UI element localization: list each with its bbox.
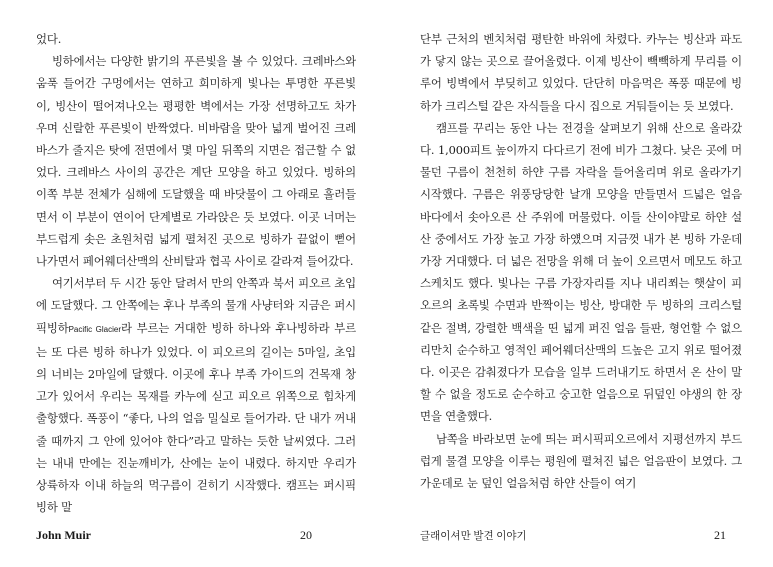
paragraph: 단부 근처의 벤치처럼 평탄한 바위에 차렸다. 카누는 빙산과 파도가 닿지 않는 곳으로 끌어올렸다. 이제 빙산이 빽빽하게 무리를 이루어 빙벽에서 부딪히고 있었다. 단단히 마음먹은 폭풍 때문에 빙하가 크리스털 같은 자식들을 다시 집으로 거둬들이는 듯 보였다. xyxy=(420,32,742,113)
paragraph xyxy=(36,272,356,518)
left-page-body xyxy=(36,28,356,518)
paragraph-text: 라 부르는 거대한 빙하 하나와 후나빙하라 부르는 또 다른 빙하 하나가 있었다. 이 피오르의 길이는 5마일, 초입의 너비는 2마일에 달했다. 이곳에 후나 부족 가이드의 건목재 창고가 있어서 우리는 목재를 카누에 싣고 피오르 위쪽으로 힘차게 출항했다. 폭풍이 “좋다, 나의 얼음 밀실로 들어가라. 단 내가 꺼내줄 때까지 그 안에 있어야 한다”라고 말하는 듯한 날씨였다. 그러는 내내 만에는 진눈깨비가, 산에는 눈이 내렸다. 하지만 우리가 상륙하자 이내 하늘의 먹구름이 걷히기 시작했다. 캠프는 퍼시픽빙하 말 xyxy=(36,320,356,515)
right-page-body xyxy=(420,28,742,494)
page-number: 20 xyxy=(300,528,312,542)
pacific-glacier-english: Pacific Glacier xyxy=(68,324,122,334)
page-number: 21 xyxy=(714,528,726,542)
right-page xyxy=(386,0,773,567)
left-page xyxy=(0,0,386,567)
running-footer-author: John Muir xyxy=(36,528,92,542)
paragraph: 남쪽을 바라보면 눈에 띄는 퍼시픽피오르에서 지평선까지 부드럽게 물결 모양을 이루는 평원에 펼쳐진 넓은 얼음판이 보였다. 그 가운데로 눈 덮인 얼음처럼 하얀 산들이 여기 xyxy=(420,431,742,491)
running-footer-book-title: 글래이셔만 발견 이야기 xyxy=(420,531,527,542)
paragraph: 었다. xyxy=(36,32,62,46)
paragraph: 빙하에서는 다양한 밝기의 푸른빛을 볼 수 있었다. 크레바스와 움푹 들어간 구멍에서는 연하고 희미하게 빛나는 투명한 푸른빛이, 빙산이 떨어져나오는 평평한 벽에서는 가장 선명하고도 차가우며 신랄한 푸른빛이 반짝였다. 비바람을 맞아 넓게 벌어진 크레바스가 줄지은 탓에 전면에서 몇 마일 뒤쪽의 지면은 접근할 수 없었다. 크레바스 사이의 공간은 계단 모양을 하고 있었다. 빙하의 이쪽 부분 전체가 심해에 도달했을 때 바닷물이 그 아래로 흘러들면서 이 부분이 연이어 단계별로 가라앉은 듯 보였다. 이곳 너머는 부드럽게 솟은 초원처럼 넓게 펼쳐진 곳으로 빙하가 끝없이 뻗어나가면서 페어웨더산맥의 산비탈과 협곡 사이로 갈라져 들어갔다. xyxy=(36,54,356,269)
paragraph: 캠프를 꾸리는 동안 나는 전경을 살펴보기 위해 산으로 올라갔다. 1,000피트 높이까지 다다르기 전에 비가 그쳤다. 낮은 곳에 머물던 구름이 천천히 하얀 구름 자락을 들어올리며 위로 올라가기 시작했다. 구름은 위풍당당한 날개 모양을 만들면서 드넓은 얼음 바다에서 솟아오른 산 주위에 머물렀다. 이들 산이야말로 하얀 설산 중에서도 가장 높고 가장 하얬으며 지금껏 내가 본 빙하 가운데 가장 거대했다. 더 넓은 전망을 위해 더 높이 오르면서 메모도 하고 스케치도 했다. 빛나는 구름 가장자리를 지나 내리쬐는 햇살이 피오르의 초록빛 수면과 반짝이는 빙산, 방대한 두 빙하의 크리스털 같은 절벽, 강렬한 백색을 띤 넓게 퍼진 얼음 들판, 형언할 수 없으리만치 순수하고 영적인 페어웨더산맥의 드높은 고지 위로 떨어졌다. 이곳은 감춰졌다가 모습을 일부 드러내기도 하면서 온 산이 말할 수 없을 정도로 순수하고 숭고한 얼음으로 뒤덮인 야생의 한 장면을 연출했다. xyxy=(420,120,742,424)
paragraph-text: 여기서부터 두 시간 동안 달려서 만의 안쪽과 북서 피오르 초입에 도달했다. 그 안쪽에는 후나 부족의 물개 사냥터와 지금은 퍼시픽빙하 xyxy=(36,276,356,335)
